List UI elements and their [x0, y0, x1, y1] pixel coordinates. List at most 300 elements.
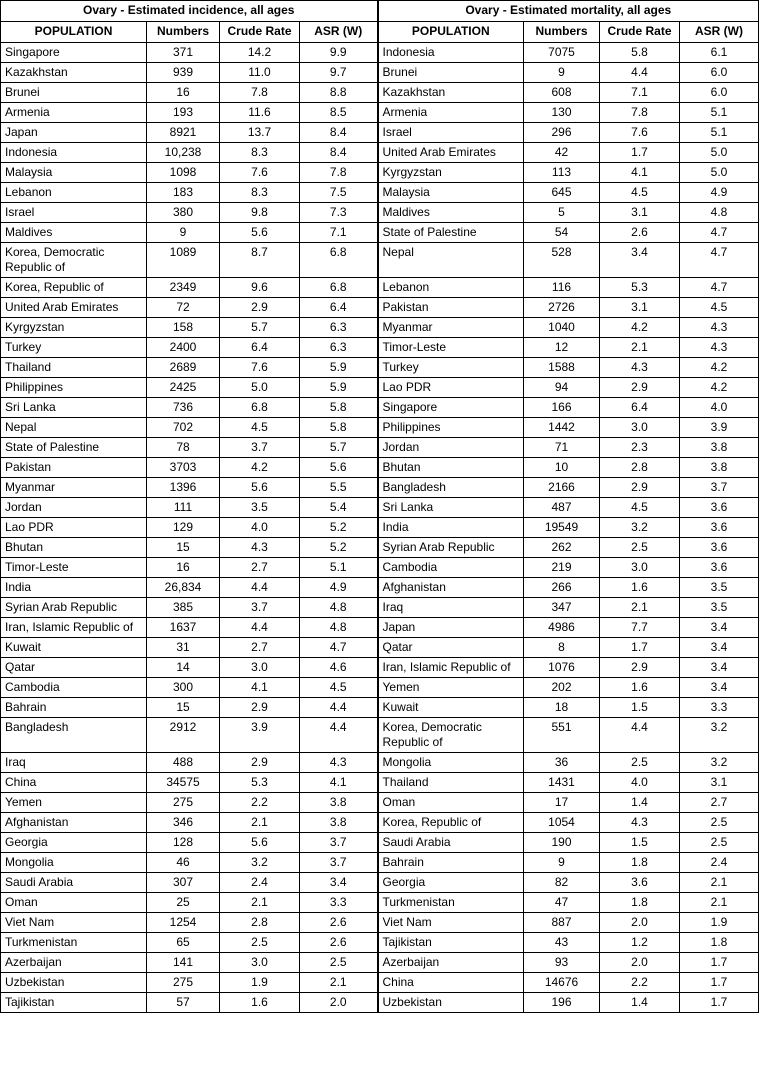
mortality-population-cell: Iran, Islamic Republic of [378, 658, 524, 678]
incidence-crude-rate-cell: 2.7 [220, 558, 300, 578]
incidence-crude-rate-cell: 4.5 [220, 418, 300, 438]
mortality-crude-rate-cell: 3.0 [600, 418, 680, 438]
mortality-asr-cell: 5.0 [680, 143, 759, 163]
mortality-asr-cell: 3.4 [680, 678, 759, 698]
mortality-population-cell: Viet Nam [378, 913, 524, 933]
table-row [1, 338, 759, 358]
incidence-population-cell: United Arab Emirates [1, 298, 147, 318]
mortality-crude-rate-cell: 7.7 [600, 618, 680, 638]
mortality-population-cell: Thailand [378, 773, 524, 793]
incidence-asr-cell: 2.6 [300, 933, 378, 953]
incidence-crude-rate-cell: 2.8 [220, 913, 300, 933]
incidence-numbers-cell: 10,238 [147, 143, 220, 163]
incidence-crude-rate-cell: 8.7 [220, 243, 300, 278]
mortality-crude-rate-cell: 2.8 [600, 458, 680, 478]
table-row [1, 598, 759, 618]
incidence-numbers-cell: 72 [147, 298, 220, 318]
mortality-population-cell: Timor-Leste [378, 338, 524, 358]
incidence-population-cell: Israel [1, 203, 147, 223]
mortality-asr-cell: 3.2 [680, 753, 759, 773]
mortality-population-cell: Indonesia [378, 43, 524, 63]
mortality-asr-cell: 4.8 [680, 203, 759, 223]
table-row [1, 933, 759, 953]
incidence-crude-rate-cell: 4.1 [220, 678, 300, 698]
table-row [1, 143, 759, 163]
mortality-asr-cell: 2.1 [680, 893, 759, 913]
incidence-numbers-cell: 34575 [147, 773, 220, 793]
incidence-asr-cell: 7.5 [300, 183, 378, 203]
incidence-asr-cell: 6.3 [300, 338, 378, 358]
table-row [1, 223, 759, 243]
mortality-numbers-cell: 190 [524, 833, 600, 853]
mortality-crude-rate-cell: 1.5 [600, 698, 680, 718]
mortality-crude-rate-cell: 4.0 [600, 773, 680, 793]
mortality-crude-rate-cell: 2.0 [600, 913, 680, 933]
mortality-asr-cell: 5.0 [680, 163, 759, 183]
mortality-asr-cell: 5.1 [680, 123, 759, 143]
incidence-population-cell: Maldives [1, 223, 147, 243]
mortality-crude-rate-cell: 1.8 [600, 893, 680, 913]
table-row [1, 243, 759, 278]
incidence-asr-cell: 8.5 [300, 103, 378, 123]
mortality-population-cell: Maldives [378, 203, 524, 223]
table-body [1, 43, 759, 1013]
incidence-asr-cell: 3.8 [300, 793, 378, 813]
incidence-crude-rate-cell: 4.2 [220, 458, 300, 478]
table-row [1, 718, 759, 753]
table-row [1, 478, 759, 498]
mortality-numbers-cell: 94 [524, 378, 600, 398]
incidence-asr-cell: 6.8 [300, 243, 378, 278]
incidence-asr-cell: 3.3 [300, 893, 378, 913]
mortality-asr-cell: 4.5 [680, 298, 759, 318]
mortality-asr-cell: 4.3 [680, 338, 759, 358]
mortality-population-cell: Lao PDR [378, 378, 524, 398]
mortality-population-cell: Bhutan [378, 458, 524, 478]
mortality-crude-rate-cell: 1.2 [600, 933, 680, 953]
table-row [1, 893, 759, 913]
incidence-asr-cell: 5.4 [300, 498, 378, 518]
mortality-population-cell: Armenia [378, 103, 524, 123]
mortality-numbers-cell: 19549 [524, 518, 600, 538]
mortality-crude-rate-cell: 1.8 [600, 853, 680, 873]
mortality-numbers-cell: 266 [524, 578, 600, 598]
mortality-numbers-cell: 551 [524, 718, 600, 753]
incidence-crude-rate-cell: 6.4 [220, 338, 300, 358]
table-row [1, 953, 759, 973]
incidence-population-cell: Kyrgyzstan [1, 318, 147, 338]
incidence-population-cell: Bangladesh [1, 718, 147, 753]
table-row [1, 183, 759, 203]
mortality-numbers-cell: 18 [524, 698, 600, 718]
incidence-population-cell: Tajikistan [1, 993, 147, 1013]
table-row [1, 318, 759, 338]
mortality-asr-cell: 2.5 [680, 813, 759, 833]
mortality-crude-rate-cell: 3.1 [600, 203, 680, 223]
incidence-numbers-cell: 1396 [147, 478, 220, 498]
mortality-numbers-cell: 528 [524, 243, 600, 278]
table-row [1, 793, 759, 813]
incidence-asr-cell: 2.0 [300, 993, 378, 1013]
mortality-numbers-cell: 8 [524, 638, 600, 658]
mortality-asr-cell: 4.3 [680, 318, 759, 338]
mortality-asr-cell: 1.9 [680, 913, 759, 933]
mortality-crude-rate-cell: 2.9 [600, 658, 680, 678]
incidence-crude-rate-cell: 11.6 [220, 103, 300, 123]
mortality-asr-cell: 1.7 [680, 993, 759, 1013]
mortality-numbers-cell: 82 [524, 873, 600, 893]
mortality-crude-rate-cell: 1.6 [600, 578, 680, 598]
mortality-population-cell: Brunei [378, 63, 524, 83]
mortality-population-cell: Turkey [378, 358, 524, 378]
incidence-crude-rate-cell: 5.7 [220, 318, 300, 338]
mortality-asr-cell: 1.7 [680, 973, 759, 993]
incidence-asr-cell: 5.8 [300, 418, 378, 438]
incidence-asr-cell: 4.8 [300, 598, 378, 618]
mortality-population-header: POPULATION [378, 22, 524, 43]
mortality-asr-cell: 3.4 [680, 658, 759, 678]
incidence-asr-cell: 3.7 [300, 833, 378, 853]
incidence-population-cell: Nepal [1, 418, 147, 438]
incidence-population-cell: Sri Lanka [1, 398, 147, 418]
mortality-numbers-cell: 262 [524, 538, 600, 558]
incidence-asr-cell: 9.7 [300, 63, 378, 83]
table-row [1, 678, 759, 698]
incidence-population-cell: Brunei [1, 83, 147, 103]
incidence-population-cell: Pakistan [1, 458, 147, 478]
incidence-asr-cell: 8.4 [300, 123, 378, 143]
table-row [1, 123, 759, 143]
incidence-population-cell: Afghanistan [1, 813, 147, 833]
mortality-asr-cell: 4.7 [680, 278, 759, 298]
incidence-numbers-cell: 380 [147, 203, 220, 223]
mortality-asr-cell: 3.7 [680, 478, 759, 498]
incidence-crude-rate-cell: 3.0 [220, 953, 300, 973]
mortality-asr-cell: 3.6 [680, 518, 759, 538]
incidence-crude-rate-cell: 2.9 [220, 298, 300, 318]
mortality-numbers-cell: 14676 [524, 973, 600, 993]
table-row [1, 498, 759, 518]
mortality-asr-cell: 3.5 [680, 578, 759, 598]
incidence-asr-cell: 2.6 [300, 913, 378, 933]
incidence-crude-rate-cell: 3.5 [220, 498, 300, 518]
mortality-numbers-cell: 12 [524, 338, 600, 358]
incidence-numbers-cell: 371 [147, 43, 220, 63]
incidence-crude-rate-cell: 2.5 [220, 933, 300, 953]
incidence-population-cell: India [1, 578, 147, 598]
incidence-asr-cell: 2.5 [300, 953, 378, 973]
incidence-population-cell: Yemen [1, 793, 147, 813]
mortality-asr-cell: 3.6 [680, 558, 759, 578]
mortality-numbers-cell: 47 [524, 893, 600, 913]
mortality-asr-cell: 3.6 [680, 538, 759, 558]
mortality-population-cell: Uzbekistan [378, 993, 524, 1013]
incidence-asr-cell: 4.4 [300, 718, 378, 753]
mortality-numbers-cell: 1442 [524, 418, 600, 438]
mortality-numbers-cell: 130 [524, 103, 600, 123]
table-row [1, 578, 759, 598]
mortality-population-cell: Kazakhstan [378, 83, 524, 103]
incidence-title: Ovary - Estimated incidence, all ages [1, 1, 378, 22]
incidence-crude-rate-cell: 5.6 [220, 223, 300, 243]
mortality-population-cell: Bangladesh [378, 478, 524, 498]
mortality-asr-cell: 3.4 [680, 638, 759, 658]
incidence-asr-cell: 5.6 [300, 458, 378, 478]
incidence-numbers-cell: 15 [147, 538, 220, 558]
mortality-asr-cell: 3.6 [680, 498, 759, 518]
incidence-crude-rate-cell: 6.8 [220, 398, 300, 418]
incidence-population-cell: Azerbaijan [1, 953, 147, 973]
incidence-population-cell: Korea, Democratic Republic of [1, 243, 147, 278]
mortality-crude-rate-cell: 2.5 [600, 538, 680, 558]
mortality-crude-rate-cell: 1.7 [600, 143, 680, 163]
mortality-numbers-cell: 1054 [524, 813, 600, 833]
mortality-population-cell: Korea, Republic of [378, 813, 524, 833]
incidence-asr-cell: 3.4 [300, 873, 378, 893]
mortality-asr-cell: 6.0 [680, 63, 759, 83]
mortality-crude-rate-cell: 5.3 [600, 278, 680, 298]
mortality-population-cell: Georgia [378, 873, 524, 893]
table-row [1, 163, 759, 183]
mortality-numbers-cell: 2726 [524, 298, 600, 318]
mortality-population-cell: Afghanistan [378, 578, 524, 598]
incidence-crude-rate-cell: 3.9 [220, 718, 300, 753]
mortality-population-cell: Pakistan [378, 298, 524, 318]
mortality-crude-rate-cell: 4.5 [600, 498, 680, 518]
mortality-numbers-cell: 36 [524, 753, 600, 773]
incidence-numbers-cell: 78 [147, 438, 220, 458]
mortality-crude-rate-cell: 2.0 [600, 953, 680, 973]
incidence-crude-rate-cell: 9.8 [220, 203, 300, 223]
mortality-crude-rate-cell: 2.6 [600, 223, 680, 243]
incidence-asr-cell: 9.9 [300, 43, 378, 63]
incidence-numbers-cell: 31 [147, 638, 220, 658]
mortality-numbers-cell: 4986 [524, 618, 600, 638]
incidence-asr-header: ASR (W) [300, 22, 378, 43]
mortality-asr-cell: 4.7 [680, 243, 759, 278]
mortality-crude-rate-cell: 4.1 [600, 163, 680, 183]
incidence-numbers-cell: 488 [147, 753, 220, 773]
incidence-population-cell: Turkey [1, 338, 147, 358]
incidence-asr-cell: 5.7 [300, 438, 378, 458]
mortality-asr-cell: 4.2 [680, 378, 759, 398]
incidence-population-cell: Jordan [1, 498, 147, 518]
incidence-population-cell: Armenia [1, 103, 147, 123]
incidence-asr-cell: 5.5 [300, 478, 378, 498]
incidence-population-cell: Syrian Arab Republic [1, 598, 147, 618]
incidence-population-cell: Kuwait [1, 638, 147, 658]
incidence-population-cell: Timor-Leste [1, 558, 147, 578]
mortality-numbers-cell: 1040 [524, 318, 600, 338]
incidence-numbers-cell: 183 [147, 183, 220, 203]
incidence-numbers-cell: 65 [147, 933, 220, 953]
incidence-population-header: POPULATION [1, 22, 147, 43]
table-row [1, 773, 759, 793]
incidence-crude-rate-cell: 3.7 [220, 598, 300, 618]
mortality-numbers-cell: 17 [524, 793, 600, 813]
incidence-crude-rate-cell: 2.9 [220, 698, 300, 718]
incidence-numbers-cell: 275 [147, 973, 220, 993]
incidence-numbers-cell: 8921 [147, 123, 220, 143]
mortality-crude-rate-cell: 1.4 [600, 793, 680, 813]
mortality-population-cell: Myanmar [378, 318, 524, 338]
incidence-population-cell: Myanmar [1, 478, 147, 498]
mortality-population-cell: Iraq [378, 598, 524, 618]
incidence-crude-rate-cell: 2.4 [220, 873, 300, 893]
incidence-crude-rate-cell: 3.0 [220, 658, 300, 678]
incidence-numbers-cell: 346 [147, 813, 220, 833]
incidence-numbers-cell: 25 [147, 893, 220, 913]
mortality-crude-rate-cell: 4.4 [600, 63, 680, 83]
incidence-numbers-cell: 702 [147, 418, 220, 438]
mortality-crude-rate-cell: 6.4 [600, 398, 680, 418]
mortality-asr-cell: 2.5 [680, 833, 759, 853]
mortality-numbers-cell: 1588 [524, 358, 600, 378]
mortality-asr-cell: 3.3 [680, 698, 759, 718]
incidence-numbers-cell: 46 [147, 853, 220, 873]
table-row [1, 203, 759, 223]
incidence-asr-cell: 5.9 [300, 358, 378, 378]
incidence-asr-cell: 2.1 [300, 973, 378, 993]
column-header-row [1, 22, 759, 43]
table-row [1, 753, 759, 773]
incidence-population-cell: Georgia [1, 833, 147, 853]
mortality-asr-cell: 4.2 [680, 358, 759, 378]
incidence-numbers-cell: 2689 [147, 358, 220, 378]
table-row [1, 698, 759, 718]
incidence-asr-cell: 6.8 [300, 278, 378, 298]
mortality-asr-header: ASR (W) [680, 22, 759, 43]
incidence-population-cell: Singapore [1, 43, 147, 63]
mortality-asr-cell: 3.2 [680, 718, 759, 753]
incidence-crude-rate-cell: 4.3 [220, 538, 300, 558]
mortality-population-cell: Yemen [378, 678, 524, 698]
incidence-population-cell: Uzbekistan [1, 973, 147, 993]
incidence-numbers-cell: 275 [147, 793, 220, 813]
incidence-crude-rate-cell: 3.7 [220, 438, 300, 458]
mortality-population-cell: Malaysia [378, 183, 524, 203]
incidence-population-cell: Kazakhstan [1, 63, 147, 83]
mortality-population-cell: Kuwait [378, 698, 524, 718]
incidence-asr-cell: 8.4 [300, 143, 378, 163]
mortality-asr-cell: 1.8 [680, 933, 759, 953]
mortality-crude-rate-cell: 5.8 [600, 43, 680, 63]
mortality-crude-rate-cell: 3.4 [600, 243, 680, 278]
mortality-numbers-cell: 196 [524, 993, 600, 1013]
mortality-asr-cell: 4.7 [680, 223, 759, 243]
table-row [1, 358, 759, 378]
mortality-asr-cell: 3.4 [680, 618, 759, 638]
incidence-crude-rate-cell: 2.1 [220, 813, 300, 833]
incidence-numbers-cell: 16 [147, 558, 220, 578]
incidence-numbers-cell: 2425 [147, 378, 220, 398]
table-row [1, 63, 759, 83]
mortality-asr-cell: 4.0 [680, 398, 759, 418]
mortality-numbers-cell: 347 [524, 598, 600, 618]
incidence-asr-cell: 7.3 [300, 203, 378, 223]
incidence-numbers-cell: 1089 [147, 243, 220, 278]
mortality-title: Ovary - Estimated mortality, all ages [378, 1, 759, 22]
incidence-population-cell: Lao PDR [1, 518, 147, 538]
mortality-population-cell: Azerbaijan [378, 953, 524, 973]
incidence-numbers-cell: 1254 [147, 913, 220, 933]
table-row [1, 658, 759, 678]
mortality-crude-rate-cell: 2.5 [600, 753, 680, 773]
mortality-asr-cell: 3.8 [680, 438, 759, 458]
incidence-population-cell: Qatar [1, 658, 147, 678]
mortality-population-cell: Korea, Democratic Republic of [378, 718, 524, 753]
incidence-population-cell: Oman [1, 893, 147, 913]
incidence-population-cell: Indonesia [1, 143, 147, 163]
table-row [1, 418, 759, 438]
incidence-numbers-cell: 939 [147, 63, 220, 83]
mortality-population-cell: Cambodia [378, 558, 524, 578]
incidence-asr-cell: 6.3 [300, 318, 378, 338]
mortality-crude-rate-cell: 2.1 [600, 338, 680, 358]
incidence-population-cell: Turkmenistan [1, 933, 147, 953]
mortality-crude-rate-cell: 2.2 [600, 973, 680, 993]
incidence-population-cell: Cambodia [1, 678, 147, 698]
mortality-numbers-cell: 93 [524, 953, 600, 973]
mortality-population-cell: Turkmenistan [378, 893, 524, 913]
mortality-crude-rate-cell: 4.4 [600, 718, 680, 753]
mortality-population-cell: Qatar [378, 638, 524, 658]
incidence-crude-rate-cell: 5.3 [220, 773, 300, 793]
mortality-crude-rate-cell: 2.3 [600, 438, 680, 458]
mortality-numbers-cell: 219 [524, 558, 600, 578]
mortality-asr-cell: 2.1 [680, 873, 759, 893]
table-row [1, 458, 759, 478]
mortality-population-cell: United Arab Emirates [378, 143, 524, 163]
incidence-numbers-cell: 1098 [147, 163, 220, 183]
mortality-asr-cell: 3.5 [680, 598, 759, 618]
incidence-crude-rate-cell: 1.6 [220, 993, 300, 1013]
incidence-population-cell: Mongolia [1, 853, 147, 873]
mortality-population-cell: Japan [378, 618, 524, 638]
mortality-numbers-cell: 43 [524, 933, 600, 953]
table-row [1, 813, 759, 833]
mortality-numbers-cell: 202 [524, 678, 600, 698]
incidence-crude-rate-cell: 5.6 [220, 478, 300, 498]
incidence-crude-rate-cell: 8.3 [220, 143, 300, 163]
mortality-crude-rate-cell: 1.5 [600, 833, 680, 853]
incidence-numbers-cell: 193 [147, 103, 220, 123]
mortality-population-cell: Sri Lanka [378, 498, 524, 518]
incidence-numbers-cell: 300 [147, 678, 220, 698]
mortality-asr-cell: 6.0 [680, 83, 759, 103]
incidence-population-cell: Philippines [1, 378, 147, 398]
table-row [1, 103, 759, 123]
table-row [1, 398, 759, 418]
incidence-asr-cell: 5.8 [300, 398, 378, 418]
mortality-numbers-cell: 42 [524, 143, 600, 163]
incidence-asr-cell: 7.8 [300, 163, 378, 183]
mortality-population-cell: State of Palestine [378, 223, 524, 243]
mortality-crude-rate-cell: 4.3 [600, 358, 680, 378]
mortality-numbers-cell: 71 [524, 438, 600, 458]
incidence-asr-cell: 4.3 [300, 753, 378, 773]
incidence-crude-rate-cell: 5.0 [220, 378, 300, 398]
mortality-numbers-cell: 1431 [524, 773, 600, 793]
mortality-crude-rate-cell: 4.3 [600, 813, 680, 833]
mortality-crude-rate-cell: 4.2 [600, 318, 680, 338]
incidence-asr-cell: 8.8 [300, 83, 378, 103]
mortality-numbers-header: Numbers [524, 22, 600, 43]
incidence-crude-rate-cell: 4.4 [220, 618, 300, 638]
incidence-crude-rate-cell: 2.7 [220, 638, 300, 658]
incidence-numbers-cell: 129 [147, 518, 220, 538]
incidence-numbers-cell: 26,834 [147, 578, 220, 598]
